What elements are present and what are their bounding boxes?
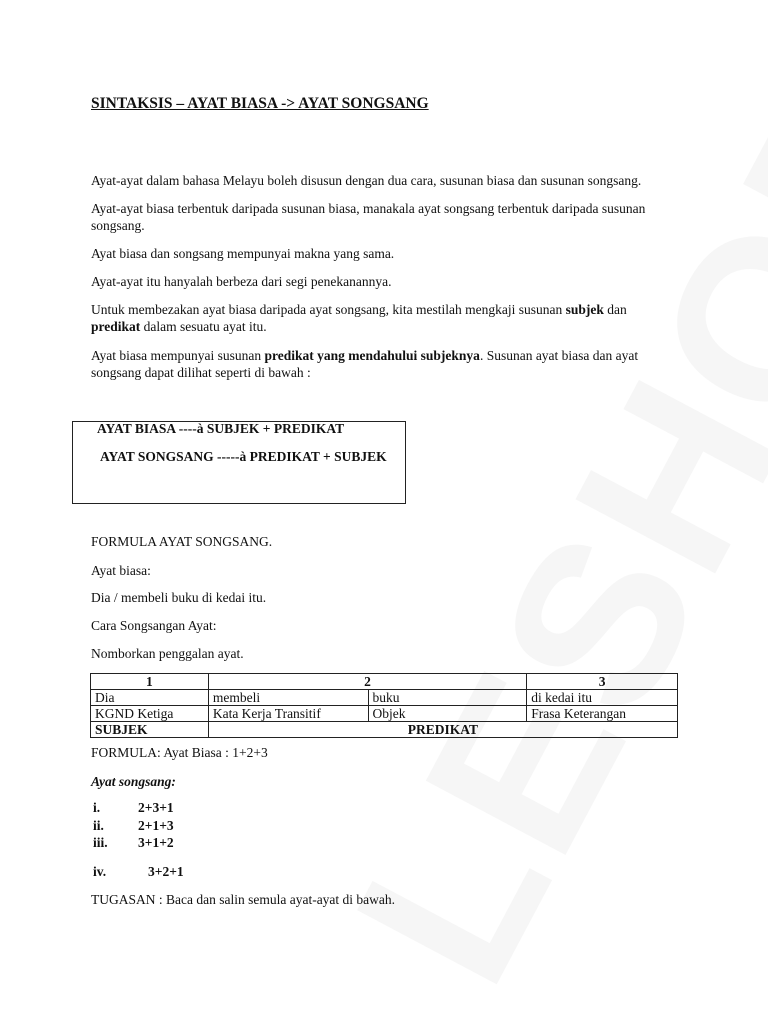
list-item-num: i. — [93, 800, 101, 815]
table-cell: di kedai itu — [527, 690, 678, 706]
box-line-biasa: AYAT BIASA ----à SUBJEK + PREDIKAT — [97, 421, 345, 436]
table-cell-predikat: PREDIKAT — [208, 722, 677, 738]
example-sentence: Dia / membeli buku di kedai itu. — [91, 590, 267, 605]
box-line-songsang: AYAT SONGSANG -----à PREDIKAT + SUBJEK — [100, 449, 387, 464]
table-header-3: 3 — [527, 674, 678, 690]
ayat-songsang-label: Ayat songsang: — [91, 774, 176, 789]
table-row — [91, 690, 678, 706]
list-item-num: iii. — [93, 835, 108, 850]
table-cell: Kata Kerja Transitif — [208, 706, 368, 722]
paragraph-6-text-c: . Susunan ayat biasa dan ayat songsang dapat dilihat seperti di bawah : — [91, 348, 639, 380]
table-header-row — [91, 674, 678, 690]
table-row — [91, 706, 678, 722]
paragraph-5-text-c: dan — [603, 302, 627, 317]
table-cell: Objek — [368, 706, 527, 722]
ayat-biasa-label: Ayat biasa: — [91, 563, 151, 578]
paragraph-4: Ayat-ayat itu hanyalah berbeza dari segi penekanannya. — [91, 274, 392, 289]
formula-heading: FORMULA AYAT SONGSANG. — [91, 534, 273, 549]
page-title: SINTAKSIS – AYAT BIASA -> AYAT SONGSANG — [91, 95, 429, 112]
formula-biasa: FORMULA: Ayat Biasa : 1+2+3 — [91, 745, 268, 760]
paragraph-1: Ayat-ayat dalam bahasa Melayu boleh disusun dengan dua cara, susunan biasa dan susunan songsang. — [91, 173, 642, 188]
list-item-value: 3+2+1 — [148, 864, 184, 879]
paragraph-5-text-e: dalam sesuatu ayat itu. — [140, 319, 267, 334]
table-header-2: 2 — [208, 674, 526, 690]
list-item-value: 2+1+3 — [138, 818, 174, 833]
cara-songsangan: Cara Songsangan Ayat: — [91, 618, 217, 633]
paragraph-5-subjek: subjek — [565, 302, 604, 317]
table-cell: KGND Ketiga — [91, 706, 209, 722]
table-cell-subjek: SUBJEK — [91, 722, 209, 738]
list-item-num: iv. — [93, 864, 107, 879]
table-cell: Frasa Keterangan — [527, 706, 678, 722]
table-row — [91, 722, 678, 738]
table-header-1: 1 — [91, 674, 209, 690]
list-item-value: 3+1+2 — [138, 835, 174, 850]
nomborkan-instruction: Nomborkan penggalan ayat. — [91, 646, 244, 661]
paragraph-6 — [91, 347, 671, 381]
paragraph-2: Ayat-ayat biasa terbentuk daripada susunan biasa, manakala ayat songsang terbentuk daripada susunan songsang. — [91, 201, 646, 233]
paragraph-5-predikat: predikat — [91, 319, 141, 334]
paragraph-6-text-a: Ayat biasa mempunyai susunan — [91, 348, 265, 363]
watermark — [302, 0, 768, 1023]
paragraph-5 — [91, 301, 671, 335]
tugasan: TUGASAN : Baca dan salin semula ayat-ayat di bawah. — [91, 892, 396, 907]
table-cell: Dia — [91, 690, 209, 706]
paragraph-6-bold: predikat yang mendahului subjeknya — [264, 348, 480, 363]
paragraph-5-text-a: Untuk membezakan ayat biasa daripada ayat songsang, kita mestilah mengkaji susunan — [91, 302, 566, 317]
table-cell: membeli — [208, 690, 368, 706]
list-item-num: ii. — [93, 818, 104, 833]
table-cell: buku — [368, 690, 527, 706]
segment-table — [90, 673, 678, 738]
paragraph-3: Ayat biasa dan songsang mempunyai makna yang sama. — [91, 246, 395, 261]
list-item-value: 2+3+1 — [138, 800, 174, 815]
